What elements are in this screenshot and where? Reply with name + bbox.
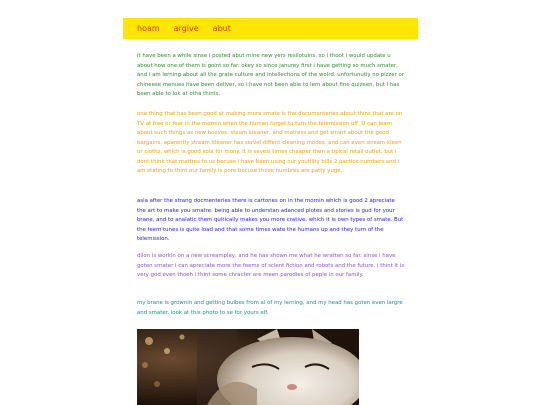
post-paragraph-1: it have been a while sinse i posted abut mine new yers resilotuins, so i thoot i would update u about how one of them is goint so far. okey so since janurey first i have getting so much smater, and i am lerning about all the grate culture and intellections of the wolrd. unfortunutly no pizzer or chineese menues have been deliver, so i have not been able to lern about fine quizeen, but i has been able to lok at otha thints. [137, 53, 405, 97]
cat-photo-image [137, 329, 359, 405]
top-nav-bar [123, 18, 418, 39]
cat-photo [137, 329, 359, 405]
post-paragraph-4: dilon is workin on a new screamplay, and he has shown me what he wratten so far. sinse i have goten smater i can apreciate more the feems of scient fiction and robots and the future. i thint it is very god even thoeh i thint some chracter are meen parodies of peple in our family. [137, 253, 405, 278]
post-paragraph-3: asla after the strang docmenteries there is cartones on in the mornin which is good 2 apreciate the art to make you smatre. being able to understan adanced plotes and stories is gud for your brane, and to analatic them quitically makes you more crative, which it is own types of smate. But the feem tunes is quite load and that some times wate the humans up and they turn of the telemission. [137, 198, 404, 242]
nav-link-hoam[interactable]: hoam [137, 24, 160, 33]
post-paragraph-2: one thing that has been good at making more smate is the documenteries about thins that are on TV at free or fear in the mornin when the human forget to turn the telemission off. U can learn about such things as new hooves, steam kleaner, and matress and get smart about the good bargains. aparently stream kleaner has servel diffent cleaning modes, and can even stream kleen ur clothz, which is good xola for mony. it is sevesl times cheaper then a tipical retail outlet, but i dont think that mattres to us becuse i have been using our youtility bills 2 pactice numbers and i am stating to thint our family is pore becuse those numbres are patty yuge. [137, 111, 403, 174]
post-paragraph-5: my brane is grownin and getting bulbes from al of my lerning, and my head has goten even largre and smater. look at this photo to se for yours elf. [137, 300, 403, 316]
nav-link-argive[interactable]: argive [173, 24, 199, 33]
nav-link-abut[interactable]: abut [212, 24, 231, 33]
